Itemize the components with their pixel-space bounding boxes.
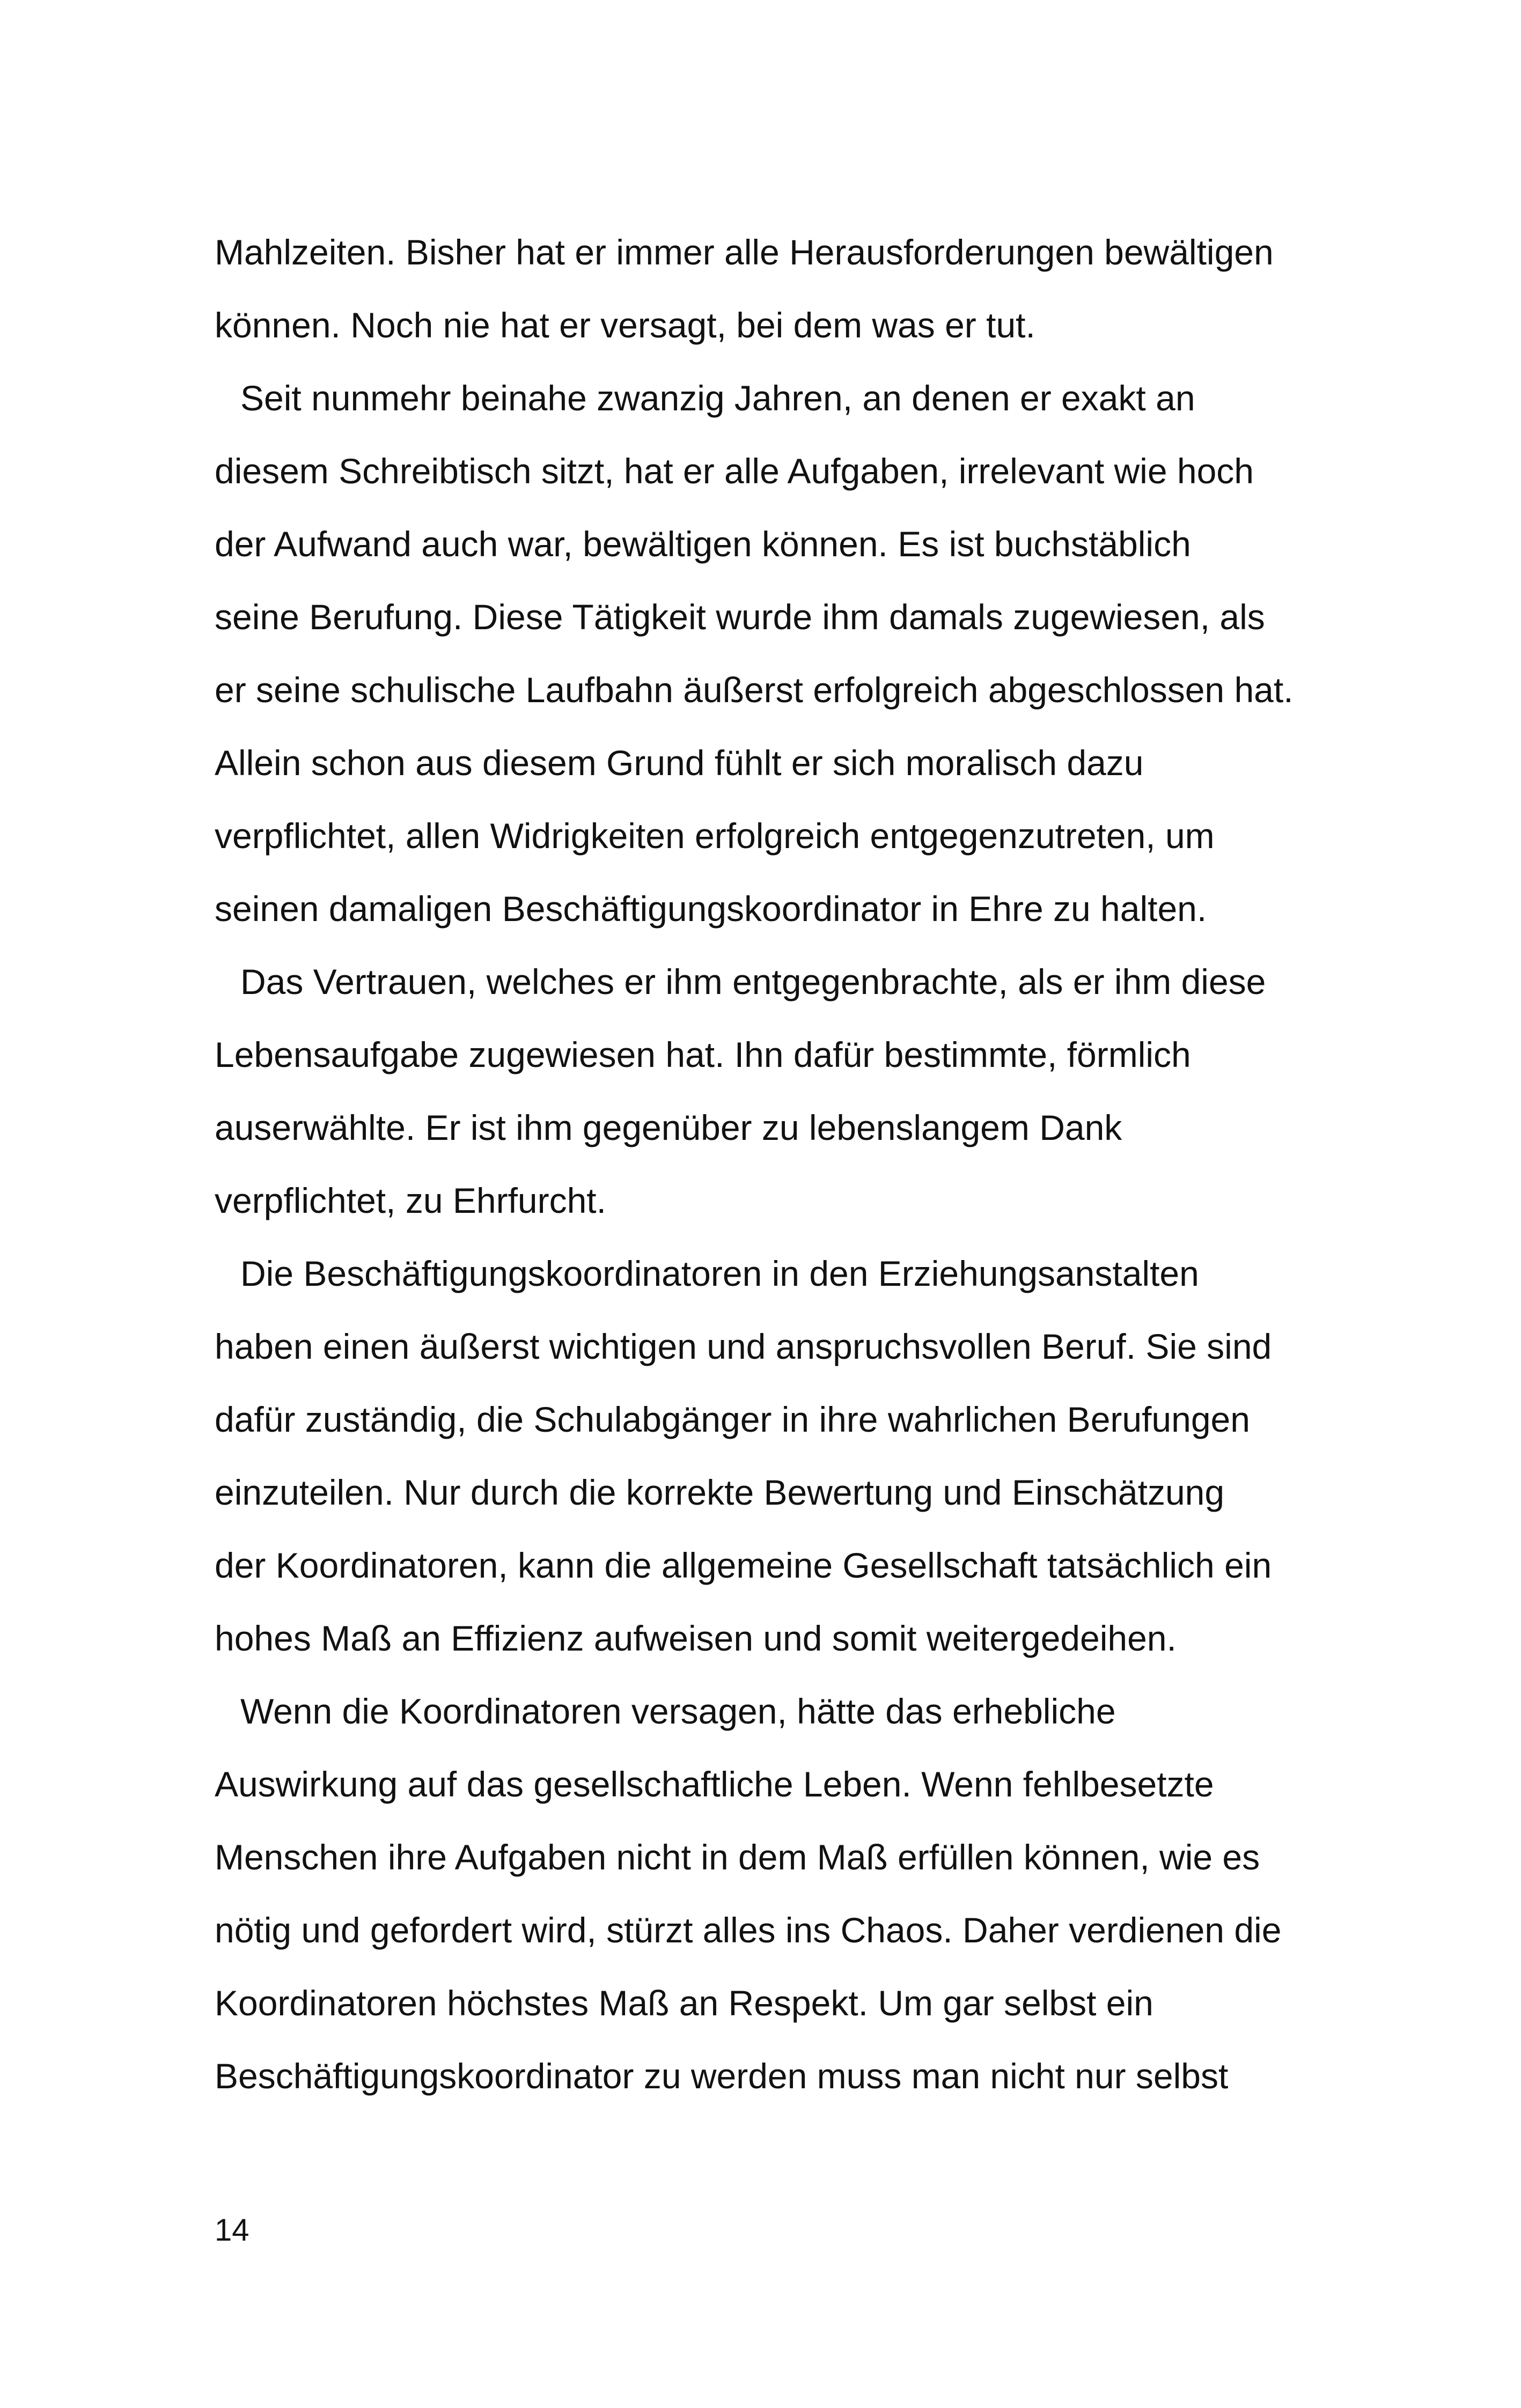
text-line: seinen damaligen Beschäftigungskoordinator in Ehre zu halten.	[215, 889, 1207, 929]
text-line: er seine schulische Laufbahn äußerst erfolgreich abgeschlossen hat.	[215, 670, 1294, 710]
text-line: Beschäftigungskoordinator zu werden muss man nicht nur selbst	[215, 2056, 1229, 2096]
paragraph-start-line: Wenn die Koordinatoren versagen, hätte das erhebliche	[240, 1691, 1116, 1731]
text-line: Koordinatoren höchstes Maß an Respekt. Um gar selbst ein	[215, 1983, 1153, 2023]
text-line: Mahlzeiten. Bisher hat er immer alle Herausforderungen bewältigen	[215, 232, 1274, 272]
paragraph-start-line: Das Vertrauen, welches er ihm entgegenbrachte, als er ihm diese	[240, 962, 1266, 1002]
text-line: Allein schon aus diesem Grund fühlt er sich moralisch dazu	[215, 743, 1144, 783]
text-line: Menschen ihre Aufgaben nicht in dem Maß erfüllen können, wie es	[215, 1837, 1260, 1877]
text-line: einzuteilen. Nur durch die korrekte Bewertung und Einschätzung	[215, 1472, 1225, 1512]
page-number: 14	[215, 2213, 249, 2248]
text-line: Auswirkung auf das gesellschaftliche Leben. Wenn fehlbesetzte	[215, 1764, 1214, 1804]
text-line: hohes Maß an Effizienz aufweisen und somit weitergedeihen.	[215, 1618, 1177, 1658]
text-line: nötig und gefordert wird, stürzt alles ins Chaos. Daher verdienen die	[215, 1910, 1282, 1950]
text-line: diesem Schreibtisch sitzt, hat er alle Aufgaben, irrelevant wie hoch	[215, 451, 1254, 491]
text-line: können. Noch nie hat er versagt, bei dem was er tut.	[215, 305, 1035, 345]
paragraph-start-line: Seit nunmehr beinahe zwanzig Jahren, an denen er exakt an	[240, 378, 1195, 418]
text-line: auserwählte. Er ist ihm gegenüber zu lebenslangem Dank	[215, 1108, 1122, 1147]
paragraph-start-line: Die Beschäftigungskoordinatoren in den Erziehungsanstalten	[240, 1254, 1199, 1293]
text-line: verpflichtet, zu Ehrfurcht.	[215, 1181, 606, 1220]
text-line: haben einen äußerst wichtigen und anspruchsvollen Beruf. Sie sind	[215, 1327, 1272, 1366]
text-line: dafür zuständig, die Schulabgänger in ihre wahrlichen Berufungen	[215, 1400, 1250, 1439]
text-line: der Koordinatoren, kann die allgemeine Gesellschaft tatsächlich ein	[215, 1545, 1272, 1585]
text-line: Lebensaufgabe zugewiesen hat. Ihn dafür bestimmte, förmlich	[215, 1035, 1191, 1074]
text-line: verpflichtet, allen Widrigkeiten erfolgreich entgegenzutreten, um	[215, 816, 1215, 856]
text-line: der Aufwand auch war, bewältigen können. Es ist buchstäblich	[215, 524, 1191, 564]
text-line: seine Berufung. Diese Tätigkeit wurde ihm damals zugewiesen, als	[215, 597, 1265, 637]
